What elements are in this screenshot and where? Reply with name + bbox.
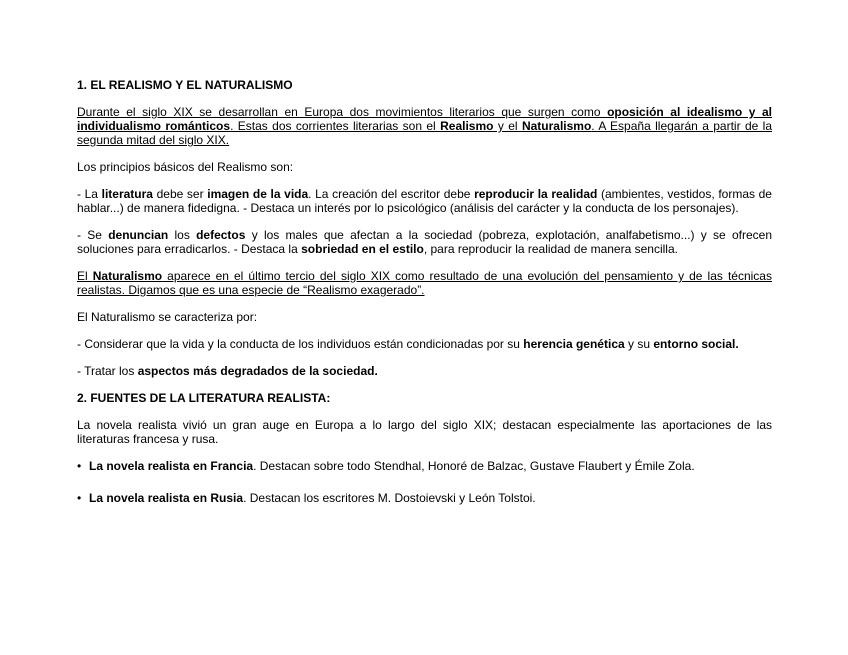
c2-text-1: - Tratar los [77, 364, 138, 378]
p1-bold-1: literatura [101, 187, 153, 201]
c1-bold-1: herencia genética [523, 337, 625, 351]
p1-bold-2: imagen de la vida [207, 187, 309, 201]
list-item [77, 459, 772, 473]
bullet-text: . Destacan sobre todo Stendhal, Honoré de Balzac, Gustave Flaubert y Émile Zola. [253, 459, 695, 473]
nat-bold-1: Naturalismo [92, 269, 163, 283]
p2-text-2: los [168, 228, 197, 242]
bullet-bold: La novela realista en Rusia [89, 491, 244, 505]
section-1-heading: 1. EL REALISMO Y EL NATURALISMO [77, 78, 293, 92]
bullet-icon: • [77, 491, 82, 505]
document-page [77, 78, 772, 505]
p2-text-1: - Se [77, 228, 109, 242]
p2-bold-3: sobriedad en el estilo [301, 242, 424, 256]
intro-text-4: . A España llegarán a partir de la segunda mitad del siglo XIX. [77, 119, 773, 147]
p1-text-3: . La creación del escritor debe [308, 187, 475, 201]
p1-bold-3: reproducir la realidad [474, 187, 598, 201]
intro-text-2: . Estas dos corrientes literarias son el [230, 119, 441, 133]
intro-text-1: Durante el siglo XIX se desarrollan en Europa dos movimientos literarios que surgen como [77, 105, 608, 119]
naturalismo-paragraph [77, 269, 772, 297]
intro-bold-2: Realismo [440, 119, 494, 133]
nat-text-1: El [77, 269, 93, 283]
intro-bold-3: Naturalismo [521, 119, 592, 133]
intro-text-3: y el [493, 119, 522, 133]
c1-text-1: - Considerar que la vida y la conducta de los individuos están condicionadas por su [77, 337, 524, 351]
p1-text-2: debe ser [152, 187, 208, 201]
bullet-icon: • [77, 459, 82, 473]
caracteristica-1-paragraph [77, 337, 772, 351]
p2-bold-1: denuncian [108, 228, 169, 242]
caracteriza-intro: El Naturalismo se caracteriza por: [77, 310, 258, 324]
c1-text-2: y su [624, 337, 654, 351]
realismo-intro-paragraph [77, 105, 772, 147]
caracteristica-2-paragraph [77, 364, 772, 378]
c2-bold-1: aspectos más degradados de la sociedad. [137, 364, 378, 378]
p1-text-1: - La [77, 187, 102, 201]
bullet-bold: La novela realista en Francia [89, 459, 254, 473]
intro-bold-1: oposición al idealismo y al individualismo románticos [77, 105, 773, 133]
principio-1-paragraph [77, 187, 772, 215]
p1-text-4: (ambientes, vestidos, formas de hablar...) de manera fidedigna. - Destaca un interés por lo psicológico (análisis del carácter y la conducta de los personajes). [77, 187, 772, 215]
section-2-heading: 2. FUENTES DE LA LITERATURA REALISTA: [77, 391, 331, 405]
p2-text-3: y los males que afectan a la sociedad (pobreza, explotación, analfabetismo...) y se ofrecen soluciones para erradicarlos. - Destaca la [77, 228, 772, 256]
nat-text-2: aparece en el último tercio del siglo XIX como resultado de una evolución del pensamiento y de las técnicas realistas. Digamos que es una especie de “Realismo exagerado”. [77, 269, 772, 297]
p2-bold-2: defectos [196, 228, 246, 242]
bullet-text: . Destacan los escritores M. Dostoievski y León Tolstoi. [243, 491, 536, 505]
c1-bold-2: entorno social. [653, 337, 739, 351]
fuentes-intro-paragraph: La novela realista vivió un gran auge en Europa a lo largo del siglo XIX; destacan especialmente las aportaciones de las literaturas francesa y rusa. [77, 418, 772, 446]
principios-intro: Los principios básicos del Realismo son: [77, 160, 294, 174]
principio-2-paragraph [77, 228, 772, 256]
p2-text-4: , para reproducir la realidad de manera sencilla. [423, 242, 678, 256]
list-item [77, 491, 772, 505]
